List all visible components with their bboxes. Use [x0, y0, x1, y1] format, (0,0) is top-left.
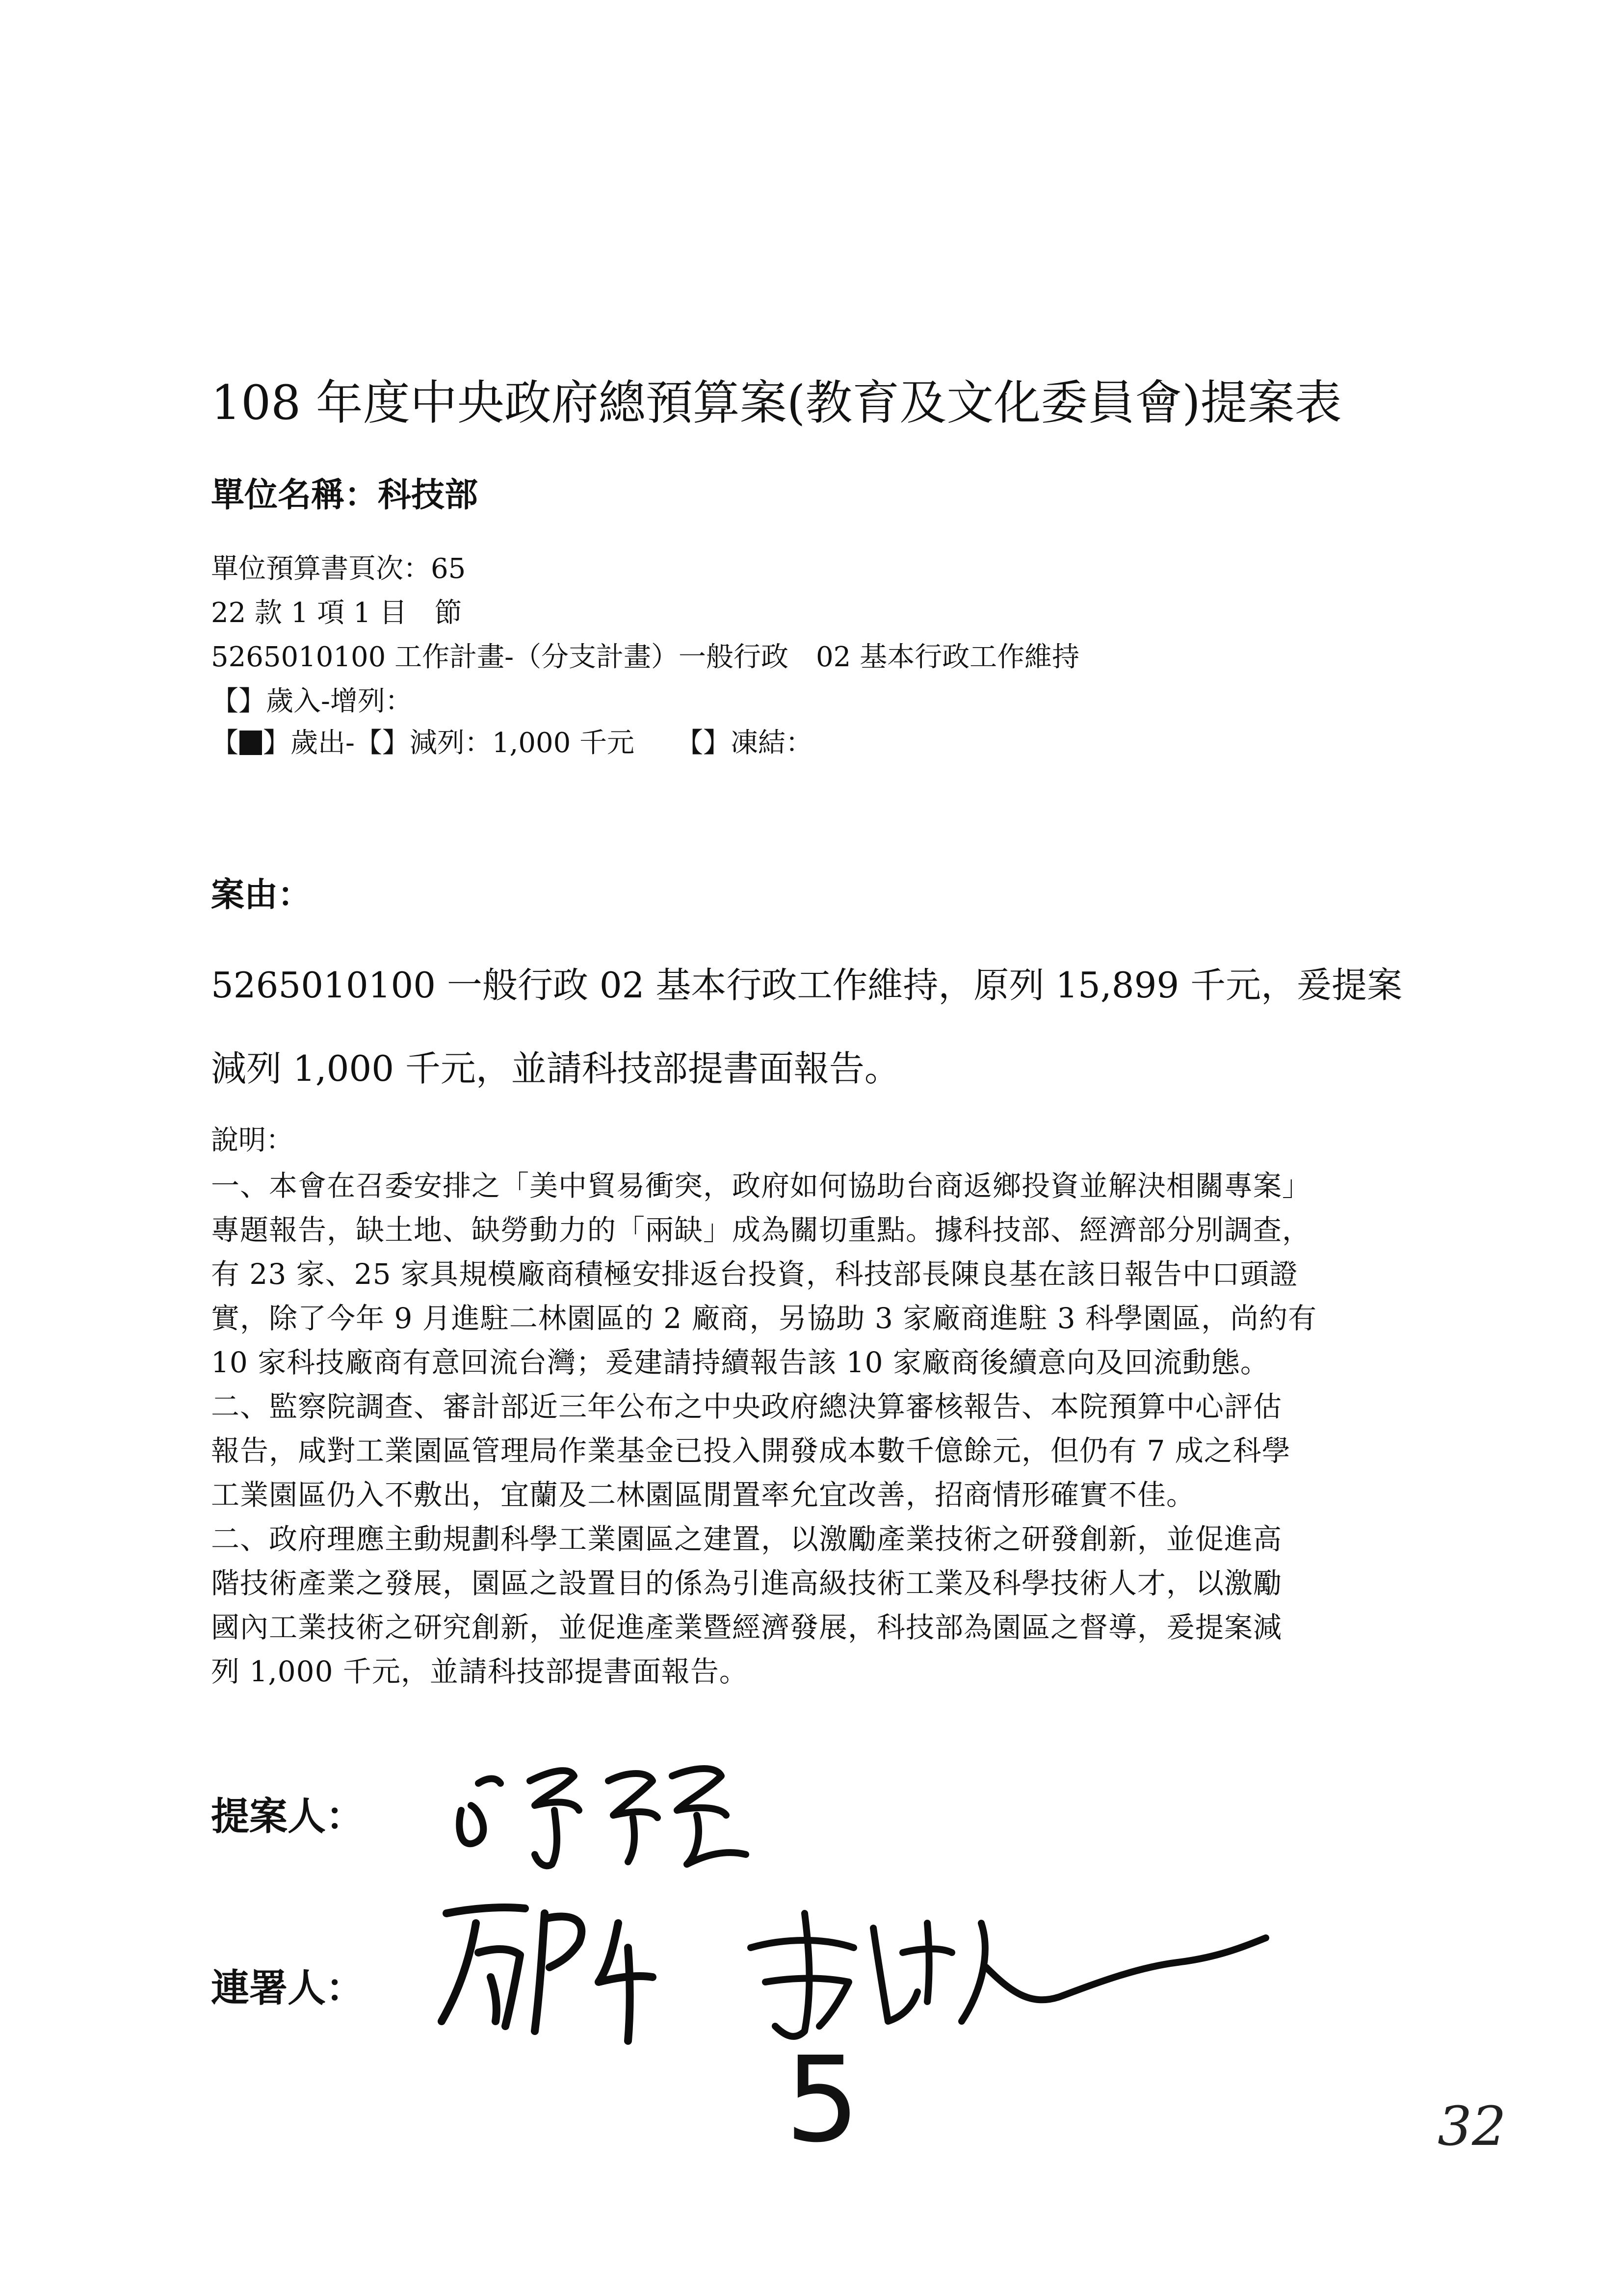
note-line: 國內工業技術之研究創新，並促進產業暨經濟發展，科技部為園區之督導，爰提案減	[211, 1611, 1283, 1644]
expense-bracket-open: 【	[211, 727, 238, 759]
note-line: 二、監察院調查、審計部近三年公布之中央政府總決算審核報告、本院預算中心評估	[211, 1390, 1283, 1423]
note-line: 有 23 家、25 家具規模廠商積極安排返台投資，科技部長陳良基在該日報告中口頭證	[211, 1257, 1298, 1291]
document-title: 108 年度中央政府總預算案(教育及文化委員會)提案表	[211, 375, 1342, 430]
unit-name: 單位名稱：科技部	[211, 476, 478, 515]
cosigner-label: 連署人：	[211, 1966, 365, 2010]
note-line: 二、政府理應主動規劃科學工業園區之建置，以激勵產業技術之研發創新，並促進高	[211, 1522, 1283, 1556]
note-line: 一、本會在召委安排之「美中貿易衝突，政府如何協助台商返鄉投資並解決相關專案」	[211, 1169, 1311, 1202]
expense-text: 】歲出-【】減列：1,000 千元 【】凍結：	[263, 727, 813, 759]
note-line: 實，除了今年 9 月進駐二林園區的 2 廠商，另協助 3 家廠商進駐 3 科學園區，尚約有	[211, 1302, 1317, 1335]
proposer-signature	[442, 1737, 795, 1884]
note-line: 報告，咸對工業園區管理局作業基金已投入開發成本數千億餘元，但仍有 7 成之科學	[211, 1434, 1291, 1467]
note-line: 階技術產業之發展，園區之設置目的係為引進高級技術工業及科學技術人才，以激勵	[211, 1566, 1283, 1600]
note-line: 工業園區仍入不敷出，宜蘭及二林園區閒置率允宜改善，招商情形確實不佳。	[211, 1478, 1196, 1512]
note-line: 列 1,000 千元，並請科技部提書面報告。	[211, 1655, 748, 1688]
expense-decrease	[211, 721, 813, 760]
cosigner-signatures	[432, 1894, 1413, 2168]
proposer-label: 提案人：	[211, 1795, 365, 1839]
revenue-increase: 【】歲入-增列：	[211, 685, 413, 717]
note-line: 專題報告，缺土地、缺勞動力的「兩缺」成為關切重點。據科技部、經濟部分別調查，	[211, 1213, 1311, 1247]
budget-program: 5265010100 工作計畫-（分支計畫）一般行政 02 基本行政工作維持	[211, 641, 1080, 673]
budget-page-number: 單位預算書頁次：65	[211, 553, 466, 585]
budget-category: 22 款 1 項 1 目 節	[211, 597, 462, 629]
handwritten-number: 5	[785, 2031, 860, 2168]
reason-line-2: 減列 1,000 千元，並請科技部提書面報告。	[211, 1048, 900, 1089]
reason-line-1: 5265010100 一般行政 02 基本行政工作維持，原列 15,899 千元，爰提案	[211, 965, 1403, 1006]
reason-label: 案由：	[211, 876, 312, 914]
page-number: 32	[1438, 2095, 1506, 2158]
note-line: 10 家科技廠商有意回流台灣；爰建請持續報告該 10 家廠商後續意向及回流動態。	[211, 1346, 1269, 1379]
notes-label: 說明：	[211, 1124, 293, 1156]
checked-box-icon	[239, 731, 262, 755]
